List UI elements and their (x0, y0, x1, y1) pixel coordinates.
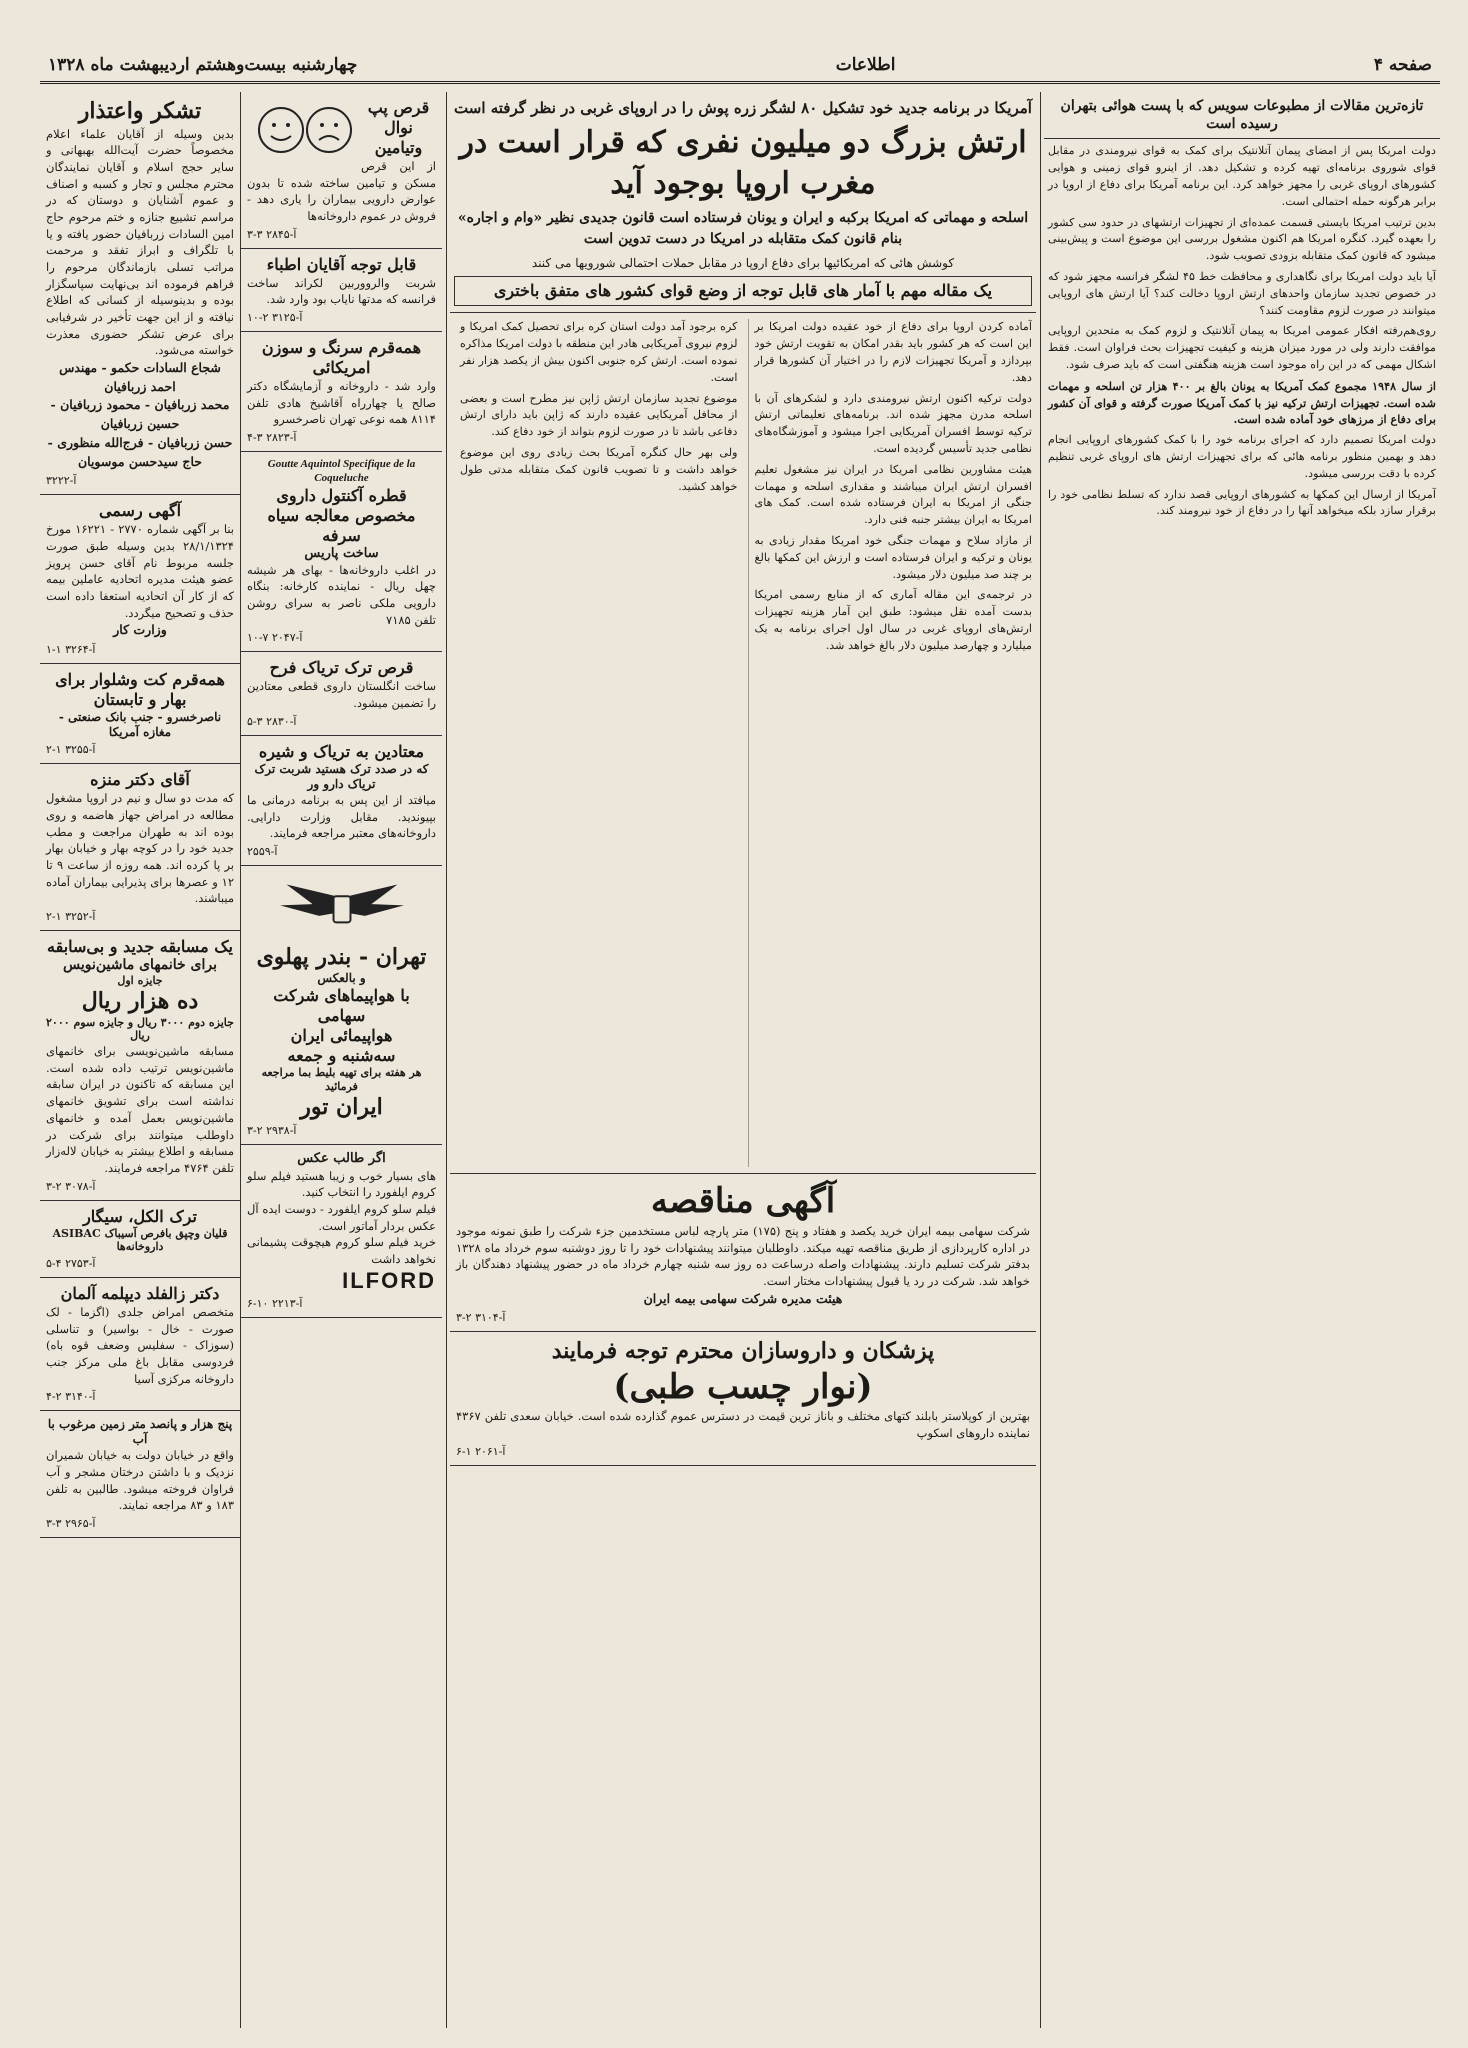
ad-code: آ-۲۷۵۳ ۴-۵ (46, 1257, 96, 1271)
newspaper-page (40, 48, 1440, 2028)
doctor-ad (40, 764, 240, 931)
contest-body: مسابقه ماشین‌نویسی برای خانمهای ماشین‌نویس ترتیب داده شده است. این مسابقه که تاکنون در ایران سابقه نداشته است برای تشویق خانمهای ماشین‌نویس بعمل آمده و خانمهای داوطلب میتوانند برای شرکت در مسابقه و اطلاع بیشتر به خیابان لاله‌زار تلفن ۴۷۶۴ مراجعه فرمایند. (46, 1044, 234, 1175)
pharma-body: بهترین از کوپلاستر بابلند کتهای مختلف و باناز ترین قیمت در دسترس عموم گذارده شده است. خیابان سعدی تلفن ۴۳۶۷ نماینده داروهای اسکوپ (456, 1409, 1030, 1440)
pharma-title: پزشکان و داروسازان محترم توجه فرمایند (551, 1338, 935, 1365)
ilford-text2: های بسیار خوب و زیبا هستید فیلم سلو کروم ایلفورد را انتخاب کنید. (247, 1168, 436, 1200)
contest-title2: برای خانمهای ماشین‌نویس (62, 956, 218, 973)
ad-code: آ-۳۱۲۵ ۲-۱۰ (247, 311, 303, 325)
ad-code: آ-۲۰۴۷ ۷-۱۰ (247, 631, 303, 645)
article-body-right (1044, 139, 1440, 528)
ad-code: آ-۳۲۲۲ (46, 474, 77, 488)
dr-alman-title: دکتر زالفلد دیپلمه آلمان (60, 1284, 220, 1304)
official-sign: وزارت کار (113, 622, 167, 638)
cigar-ad (40, 1201, 240, 1279)
ad-code: آ-۳۲۵۵ ۱-۲ (46, 743, 96, 757)
pharma-sub: (نوار چسب طبی) (613, 1366, 873, 1407)
ilford-text3: فیلم سلو کروم ایلفورد - دوست ایده آل عکس بردار آماتور است. (247, 1201, 436, 1233)
article-paragraph: دولت امریکا تصمیم دارد که اجرای برنامه خود را با کمک کشورهای اروپایی انجام دهد و بهمین منظور برنامه هائی که برای تجهیزات ارتش های اروپای غربی تنظیم کرده با دقت بررسی میشود. (1048, 433, 1436, 480)
opium2-ad (241, 736, 442, 866)
airline-ad (241, 866, 442, 1146)
ad-code: آ-۲۵۵۹ (247, 844, 278, 858)
ad-code: آ-۲۲۱۳ ۱۰-۶ (247, 1296, 303, 1310)
tender-body: شرکت سهامی بیمه ایران خرید یکصد و هفتاد و پنج (۱۷۵) متر پارچه لباس مستخدمین جزء شرکت را طبق نمونه موجود در اداره کارپردازی از طریق مناقصه تهیه میکند. داوطلبان میتوانند پیشنهادات خود را تا روز دوشنبه سوم خرداد ماه ۱۳۲۸ بدفتر شرکت تسلیم دارند. پیشنهادات واصله درساعت ده روز سه شنبه چهارم خرداد ماه در حضور پیشنهاد دهندگان باز خواهد شد. شرکت در رد یا قبول پیشنهادات مختار است. (456, 1223, 1030, 1288)
drops-latin: Goutte Aquintol Specifique de la Coqueluche (267, 458, 416, 484)
headline-main: ارتش بزرگ دو میلیون نفری که قرار است در مغرب اروپا بوجود آید (459, 125, 1027, 201)
airline-line6: هر هفته برای تهیه بلیط بما مراجعه فرمائید (261, 1066, 422, 1094)
article-paragraph: آماده کردن اروپا برای دفاع از خود عقیده دولت امریکا بر این است که هر کشور باید بقدر امکان به تقویت ارتش خود بپردازد و آمریکا تجهیزات لازم را در اختیار آن کشورها قرار دهد. (754, 320, 1032, 384)
ilford-text1: اگر طالب عکس (297, 1151, 386, 1167)
land-title: پنج هزار و پانصد متر زمین مرغوب با آب (47, 1417, 233, 1447)
tender-sign: هیئت مدیره شرکت سهامی بیمه ایران (643, 1290, 843, 1306)
ilford-ad (241, 1145, 442, 1317)
clothes-ad (40, 664, 240, 764)
masthead (40, 48, 1440, 84)
opium-title: قرص ترک تریاک فرح (269, 658, 414, 678)
airline-line1: تهران - بندر پهلوی (256, 943, 427, 970)
thanks-ad (40, 92, 240, 495)
article-paragraph: کره برجود آمد دولت استان کره برای تحصیل کمک امریکا و لزوم نیروی آمریکایی هادر این منطقه با دولت امریکا مذاکره نموده است. ارتش کره جنوبی اکنون بیش از یکصد هزار نفر است. (460, 320, 738, 384)
official-body: بنا بر آگهی شماره ۲۷۷۰ - ۱۶۲۲۱ مورخ ۲۸/۱/۱۳۲۴ بدین وسیله طبق صورت جلسه مربوط نام آقای حسن پرویز عضو هیئت مدیره اتحادیه عاملین بیمه که از کار آن اتحادیه استعفا داده است حذف و تصحیح میگردد. (46, 522, 235, 620)
drops-sub: ساخت پاریس (304, 545, 379, 561)
pharma-ad (450, 1332, 1036, 1465)
article-paragraph: ولی بهر حال کنگره آمریکا بحث زیادی روی این موضوع خواهد داشت و تا تصویب قانون کمک متقابله مدتی طول خواهد کشید. (460, 445, 738, 493)
tender-title: آگهی مناقصه (650, 1181, 836, 1222)
ad-code: آ-۲۸۲۳ ۳-۴ (247, 431, 297, 445)
opium2-body: میافتد از این پس به برنامه درمانی ما بپیوندید. مقابل وزارت دارایی. داروخانه‌های معتبر مراجعه فرمایند. (247, 792, 436, 841)
article-paragraph: موضوع تجدید سازمان ارتش ژاپن نیز مطرح است و بعضی از محافل آمریکایی عقیده دارند که ژاپن باید دارای ارتش دفاعی باشد تا در صورت لزوم بتواند از خود دفاع کند. (460, 391, 738, 439)
thanks-sig: حسن زربافیان - فرج‌الله منظوری - حاج سیدحسن موسویان (47, 434, 233, 469)
vitamin-body: از این قرص مسکن و تیامین ساخته شده تا بدون عوارض دارویی بیماران را یاری دهد - فروش در عموم داروخانه‌ها (247, 159, 436, 224)
clothes-title: همه‌قرم کت وشلوار برای بهار و تابستان (55, 670, 225, 710)
vitamin-ad (241, 92, 442, 249)
syringe-title: همه‌قرم سرنگ و سوزن امریکائی (261, 338, 422, 378)
article-paragraph: بدین ترتیب امریکا بایستی قسمت عمده‌ای از تجهیزات ارتشهای در حدود سی کشور را بعهده گیرد. کنگره امریکا هم اکنون مشغول بررسی این موضوع است و پیش‌بینی میشود که قانون کمک متقابله بزودی تصویب شود. (1048, 215, 1436, 263)
cigar-title: ترک الکل، سیگار (83, 1206, 197, 1226)
opium2-title: معتادین به تریاک و شیره (258, 741, 425, 761)
headline-kicker: آمریکا در برنامه جدید خود تشکیل ۸۰ لشگر زره پوش را در اروپای غربی در نظر گرفته است (454, 99, 1032, 117)
thanks-title: تشکر واعتذار (78, 98, 202, 124)
official-ad (40, 495, 240, 664)
thanks-sig: محمد زربافیان - محمود زربافیان - حسین زربافیان (50, 397, 230, 432)
official-title: آگهی رسمی (98, 501, 182, 521)
cigar-sub: قلیان وچپق بافرص آسیباک ASIBAC داروخانه‌ها (52, 1226, 228, 1254)
drops-ad (241, 452, 442, 652)
ad-code: آ-۲۸۴۵ ۳-۳ (247, 227, 297, 241)
airline-line2: و بالعکس (317, 971, 366, 986)
article-paragraph: هیئت مشاورین نظامی امریکا در ایران نیز مشغول تعلیم افسران ارتش ایران میباشند و مقداری اسلحه و مهمات جنگی از امریکا به ایران فرستاده شده است. کمک های امریکا به ایران بیشتر جنبه فنی دارد. (754, 462, 1032, 527)
ad-code: آ-۲۰۶۱ ۱-۶ (456, 1444, 506, 1458)
airline-wings-icon (267, 878, 417, 938)
article-paragraph: دولت ترکیه اکنون ارتش نیرومندی دارد و لشکرهای آن با اسلحه مدرن مجهز شده اند. برنامه‌های تعلیماتی ارتش ترکیه توسط افسران آمریکایی اجرا میشود و آموزشگاه‌های نظامی جدید تأسیس گردیده است. (754, 391, 1032, 455)
article-tagline: تازه‌ترین مقالات از مطبوعات سویس که با پست هوائی بتهران رسیده است (1044, 92, 1440, 139)
thanks-body: بدین وسیله از آقایان علماء اعلام مخصوصاً حضرت آیت‌الله بهبهانی و سایر حجج اسلام و آقایان نمایندگان محترم مجلس و تجار و کسبه و اصناف و عموم آشنایان و دوستان که در مراسم تشییع جنازه و ختم مرحوم حاج امین السادات زربافیان حضور یافته و یا با تلگراف و ابراز تفقد و مرحمت مراتب تسلی بازماندگان مرحوم را فراهم فرموده اند بی‌نهایت سپاسگزار بوده و بدینوسیله از کسانی که اطلاع نیافته و از این جهت تأخیر در شرفیابی برای عرض تشکر حضوری معذرت خواسته می‌شود. (46, 126, 234, 358)
ads-split (40, 92, 442, 2028)
headline-box: یک مقاله مهم با آمار های قابل توجه از وضع قوای کشور های متفق باختری (454, 276, 1032, 306)
headline-area (450, 92, 1036, 313)
headline-sub: اسلحه و مهماتی که امریکا برکبه و ایران و یونان فرستاده است قانون جدیدی نظیر «وام و اجاره» بنام قانون کمک متقابله در امریکا در دست تدوین است (457, 210, 1029, 247)
article-paragraph: از سال ۱۹۴۸ مجموع کمک آمریکا به یونان بالغ بر ۴۰۰ هزار تن اسلحه و مهمات شده است. تجهیزات ارتش ترکیه نیز با کمک آمریکا صورت گرفته و قوای آن کشور برای دفاع از مرزهای خود آماده شده است. (1048, 378, 1436, 427)
headline-note: کوشش هائی که امریکائیها برای دفاع اروپا در مقابل حملات احتمالی شورویها می کنند (531, 256, 955, 270)
airline-line3: با هواپیماهای شرکت سهامی (273, 986, 410, 1026)
column-rule (1040, 92, 1041, 2028)
article-paragraph: آمریکا از ارسال این کمکها به کشورهای اروپایی قصد ندارد که تسلط نظامی خود را برقرار سازد بلکه میخواهد آنها را در دفاع از خود نیرومند کند. (1048, 487, 1436, 518)
tender-notice (450, 1173, 1036, 1332)
ad-code: آ-۳۲۵۲ ۱-۲ (46, 909, 96, 923)
drops-title: قطره آکنتول داروی مخصوص معالجه سیاه سرفه (267, 485, 416, 545)
ad-code: آ-۲۹۳۸ ۲-۳ (247, 1124, 297, 1138)
drops-body: در اغلب داروخانه‌ها - بهای هر شیشه چهل ریال - نماینده کارخانه: بنگاه دارویی ملکی ناصر به سرای روشن تلفن ۷۱۸۵ (247, 562, 436, 627)
ads-column-left (40, 92, 442, 2028)
airline-line4: هواپیمائی ایران (290, 1026, 393, 1046)
land-body: واقع در خیابان دولت به خیابان شمیران نزدیک و با داشتن درختان مشجر و آب فراوان فروخته میشود. طالبین به تلفن ۱۸۳ و ۸۳ مراجعه نمایند. (46, 1448, 234, 1513)
contest-prizes2: جایزه دوم ۳۰۰۰ ریال و جایزه سوم ۲۰۰۰ ریال (46, 1015, 234, 1043)
doctor-title: آقای دکتر منزه (90, 770, 190, 790)
doctors-ad (241, 249, 442, 332)
faces-illustration-icon (251, 100, 361, 162)
newspaper-name: اطلاعات (835, 54, 896, 75)
article-subcolumn (748, 319, 1033, 1167)
page-number: صفحه ۴ (1373, 54, 1432, 75)
opium2-sub: که در صدد ترک هستید شربت ترک تریاک دارو ور (254, 761, 429, 791)
doctor-body: که مدت دو سال و نیم در اروپا مشغول مطالعه در امراض جهاز هاضمه و روی بوده اند به طهران مراجعت و مطب جدید خود را در کوچه بهار و خیابان بهار بر پا کرده اند. همه روزه از ساعت ۹ تا ۱۲ و عصرها برای پذیرایی بیماران آماده میباشند. (46, 791, 234, 906)
article-paragraph: آیا باید دولت امریکا برای نگاهداری و محافظت خط ۴۵ لشگر فرانسه مجهز شود که در خصوص تجدید سازمان واحدهای ارتش اروپا دخالت کند؟ آیا ارتش های اروپایی میتوانند در صورت لزوم مقاومت کنند؟ (1048, 269, 1436, 317)
ad-code: آ-۳۱۴۰ ۲-۴ (46, 1390, 96, 1404)
ilford-word: ILFORD (342, 1267, 436, 1293)
ad-code: آ-۲۸۳۰ ۳-۵ (247, 714, 297, 728)
opium-ad (241, 652, 442, 735)
ad-code: آ-۳۲۶۴ ۱-۱ (46, 643, 96, 657)
opium-body: ساخت انگلستان داروی قطعی معتادین را تضمین میشود. (247, 679, 436, 711)
dr-alman-ad (40, 1278, 240, 1411)
syringe-ad (241, 332, 442, 452)
article-columns (450, 313, 1036, 1173)
doctors-body: شربت والرووربین لکراند ساخت فرانسه که مدتها نایاب بود وارد شد. (247, 275, 436, 307)
thanks-sig: شجاع السادات حکمو - مهندس احمد زربافیان (59, 359, 221, 394)
contest-prize-label: جایزه اول (117, 974, 163, 988)
ads-column-1 (40, 92, 240, 2028)
article-paragraph: در ترجمه‌ی این مقاله آماری که از منابع رسمی امریکا بدست آمده نقل میشود: طبق این آمار هزینه تجهیزات ارتش‌های اروپای غربی در سال اول اجرای برنامه به یک میلیارد و چهارصد میلیون دلار بالغ خواهد شد. (754, 588, 1032, 652)
ilford-text4: خرید فیلم سلو کروم هیچوقت پشیمانی نخواهد داشت (247, 1235, 436, 1266)
ad-code: آ-۳۰۷۸ ۲-۳ (46, 1179, 96, 1193)
dr-alman-body: متخصص امراض جلدی (اگزما - لک صورت - خال - بواسیر) و تناسلی (سوزاک - سفلیس وضعف قوه باه) فردوسی مقابل باغ ملی مرکز جنب داروخانه مرکزی آسیا (46, 1305, 234, 1386)
contest-prize: ده هزار ریال (81, 988, 199, 1015)
contest-title: یک مسابقه جدید و بی‌سابقه (47, 936, 233, 956)
airline-line5: سه‌شنبه و جمعه (287, 1046, 396, 1066)
doctors-title: قابل توجه آقایان اطباء (266, 254, 417, 274)
ads-column-2 (240, 92, 442, 2028)
article-paragraph: از مازاد سلاح و مهمات جنگی خود امریکا مقدار زیادی به یونان و ترکیه و ایران فرستاده است و ارزش این کمکها بالغ بر چند صد میلیون دلار میشود. (754, 533, 1032, 581)
ad-code: آ-۲۹۶۵ ۳-۳ (46, 1517, 96, 1531)
article-paragraph: دولت امریکا پس از امضای پیمان آتلانتیک برای کمک به قوای نیرومندی در مقابل قوای شوروی برنامه‌ای تهیه کرده و تشکیل دهد. از اینرو قوای زمینی و هوایی کشورهای اروپای غربی را مجهز خواهد کرد. این برنامه آمریکا برای دفاع از اروپا در برابر هرگونه حمله احتمالی است. (1048, 144, 1436, 208)
article-subcolumn (454, 319, 738, 1167)
article-center (450, 92, 1036, 2028)
vitamin-title: قرص پپ نوال وتیامین (367, 98, 430, 157)
syringe-body: وارد شد - داروخانه و آزمایشگاه دکتر صالح یا چهارراه آقاشیخ هادی تلفن ۸۱۱۴ همه نوعی تهران ناصرخسرو (247, 379, 436, 427)
land-ad (40, 1411, 240, 1538)
clothes-sub: ناصرخسرو - جنب بانک صنعتی - مغازه آمریکا (58, 710, 222, 740)
column-rule (446, 92, 447, 2028)
issue-date: چهارشنبه بیست‌وهشتم اردیبهشت ماه ۱۳۲۸ (48, 54, 358, 75)
ad-code: آ-۳۱۰۴ ۲-۳ (456, 1311, 506, 1325)
contest-ad (40, 931, 240, 1201)
airline-line7: ایران تور (300, 1093, 383, 1120)
article-paragraph: روی‌هم‌رفته افکار عمومی امریکا به پیمان آتلانتیک و لزوم کمک به متحدین اروپایی موافقت دارند ولی در مورد میزان هزینه و کیفیت تجهیزات بحث فراوان است. فقط اشکال مهمی که در این راه موجود است هزینه هنگفتی است که باید صرف شود. (1048, 324, 1436, 371)
article-column (1044, 92, 1440, 2028)
main-article (1044, 92, 1440, 528)
